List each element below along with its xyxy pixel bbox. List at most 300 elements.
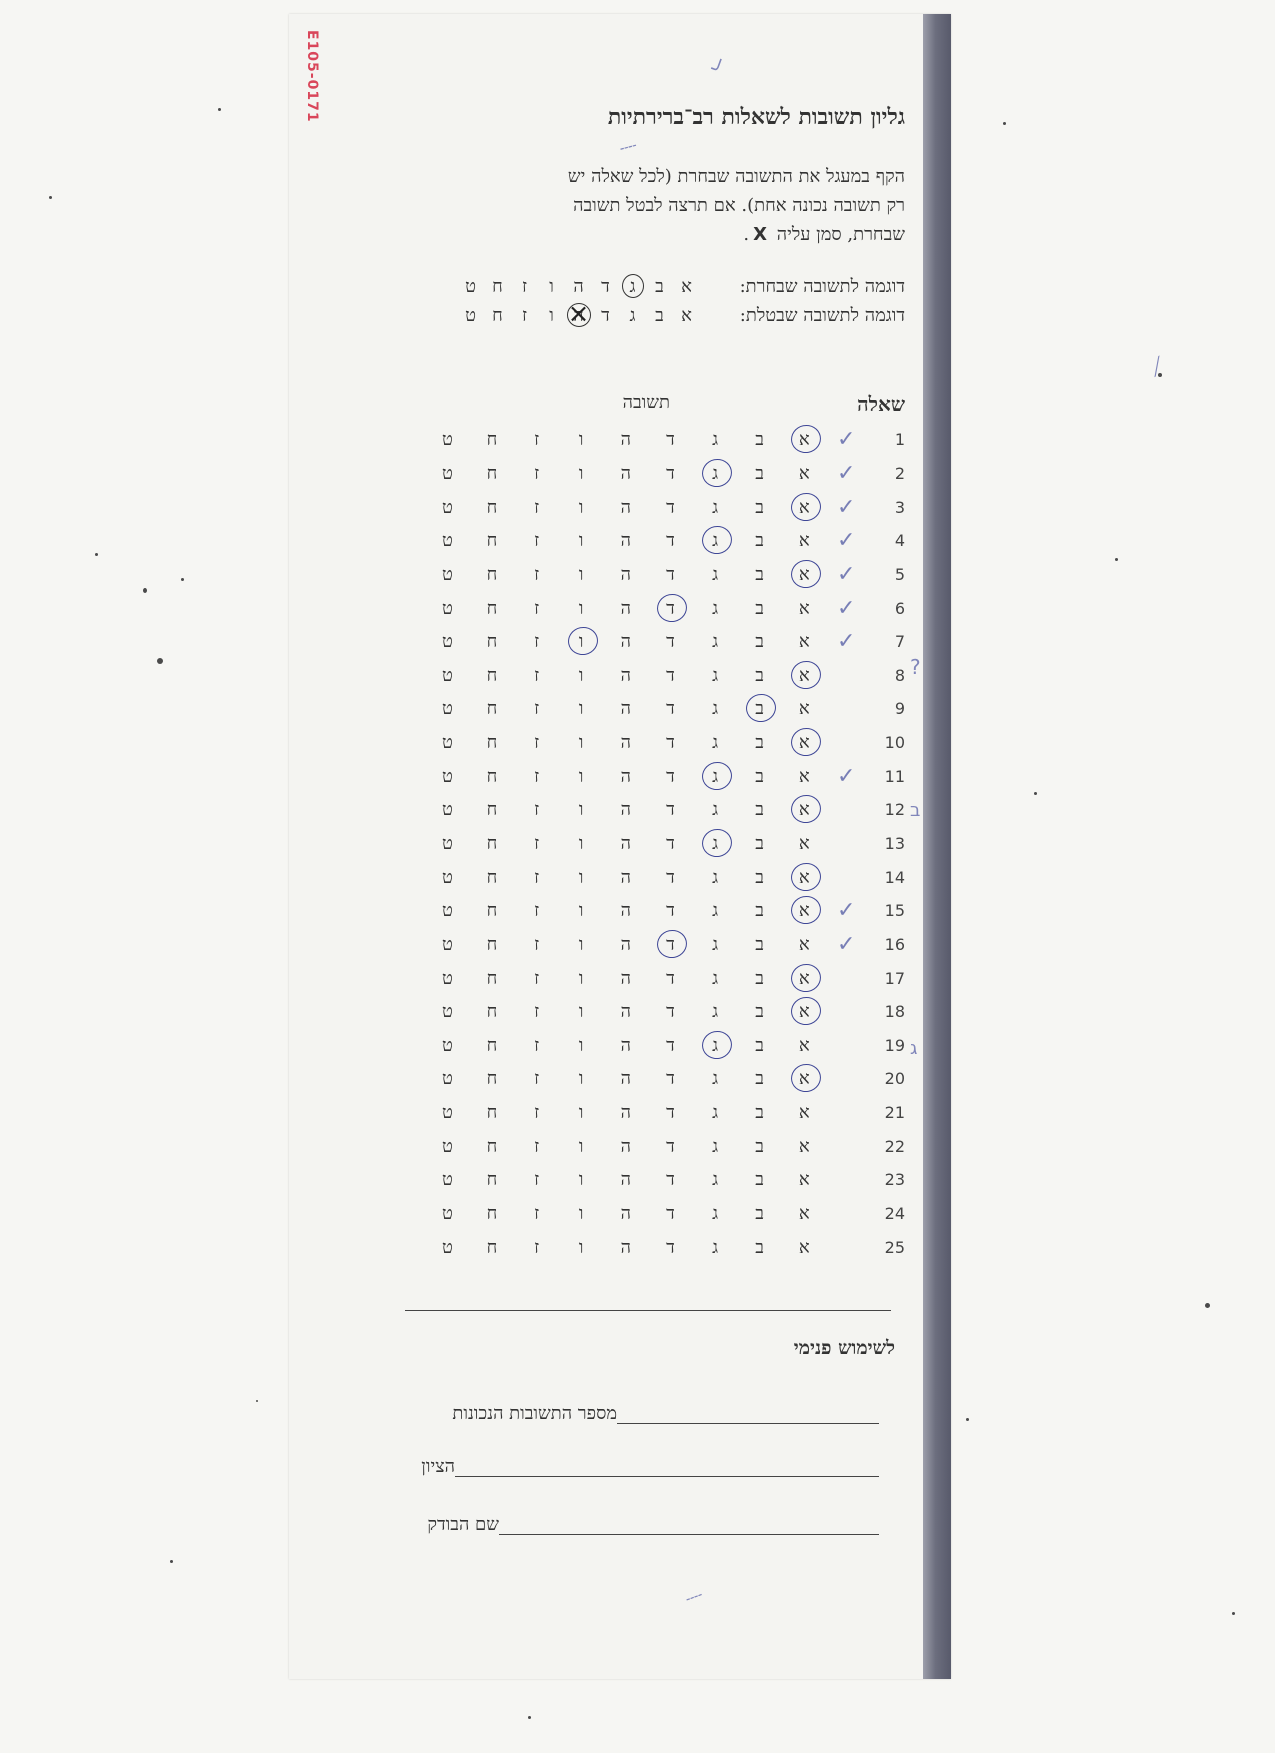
answer-option[interactable]: ה bbox=[620, 833, 631, 854]
answer-option[interactable]: ט bbox=[441, 429, 453, 451]
answer-option[interactable]: ט bbox=[441, 1236, 453, 1258]
grade-label: הציון bbox=[421, 1456, 455, 1477]
answer-option[interactable]: ט bbox=[441, 1169, 453, 1191]
answer-option[interactable]: ד bbox=[666, 563, 675, 585]
answer-option[interactable]: א bbox=[798, 1236, 810, 1258]
answer-option[interactable]: ב bbox=[755, 1203, 764, 1225]
correct-count-input[interactable] bbox=[617, 1422, 879, 1424]
answer-option[interactable]: ה bbox=[620, 1169, 631, 1191]
answer-option[interactable]: ד bbox=[666, 866, 675, 888]
answer-option[interactable]: ד bbox=[666, 1169, 675, 1191]
answer-option[interactable]: ג bbox=[712, 664, 719, 686]
answer-option[interactable]: ט bbox=[441, 933, 453, 955]
question-row bbox=[425, 658, 905, 692]
answer-option[interactable]: ג bbox=[712, 1135, 719, 1157]
question-row bbox=[425, 860, 905, 894]
example-letter: ח bbox=[492, 276, 503, 297]
speck bbox=[966, 1418, 969, 1421]
speck bbox=[256, 1400, 258, 1402]
answer-option[interactable]: ג bbox=[712, 1001, 719, 1023]
pen-mark-icon: ? bbox=[910, 655, 921, 679]
answer-option[interactable]: ה bbox=[620, 866, 631, 888]
answer-option[interactable]: ג bbox=[712, 1102, 719, 1124]
answer-option-selected[interactable]: א bbox=[782, 1068, 827, 1089]
answer-option[interactable]: ו bbox=[578, 462, 584, 484]
answer-option[interactable]: ד bbox=[666, 698, 675, 720]
answer-option[interactable]: ב bbox=[755, 530, 764, 552]
speck bbox=[218, 108, 221, 111]
answer-option[interactable]: ב bbox=[755, 1169, 764, 1191]
question-number: 5 bbox=[894, 564, 905, 584]
answer-option[interactable]: ה bbox=[620, 429, 631, 451]
answer-option[interactable]: ד bbox=[666, 496, 675, 518]
answer-option[interactable]: א bbox=[798, 833, 810, 854]
answer-option[interactable]: ז bbox=[534, 563, 540, 585]
example-letter: ג bbox=[629, 305, 636, 326]
answer-option-selected[interactable]: ד bbox=[648, 598, 693, 619]
answer-option[interactable]: ב bbox=[755, 462, 764, 484]
example-letter: ו bbox=[549, 305, 554, 326]
answer-option[interactable]: ח bbox=[486, 1001, 498, 1023]
pen-mark-icon: ╌╌ bbox=[618, 138, 639, 158]
answer-option[interactable]: ו bbox=[578, 1034, 584, 1056]
answer-option[interactable]: ז bbox=[534, 799, 540, 821]
answer-option[interactable]: ו bbox=[578, 1236, 584, 1258]
check-mark-icon: ✓ bbox=[836, 561, 856, 587]
answer-option[interactable]: ג bbox=[712, 429, 719, 451]
answer-option[interactable]: ז bbox=[534, 866, 540, 888]
answer-option[interactable]: ה bbox=[620, 664, 631, 686]
answer-option-selected[interactable]: א bbox=[782, 799, 827, 820]
answer-option[interactable]: ז bbox=[534, 664, 540, 686]
answer-option[interactable]: ט bbox=[441, 967, 453, 989]
answer-option[interactable]: ז bbox=[534, 496, 540, 518]
question-row bbox=[425, 1129, 905, 1163]
answer-option[interactable]: ח bbox=[486, 900, 498, 922]
answer-option[interactable]: ו bbox=[578, 732, 584, 754]
answer-option[interactable]: ו bbox=[578, 1102, 584, 1124]
answer-option-selected[interactable]: ג bbox=[693, 1035, 738, 1056]
question-row bbox=[425, 726, 905, 760]
answer-option[interactable]: ג bbox=[712, 900, 719, 922]
question-number: 9 bbox=[894, 699, 905, 719]
answer-option[interactable]: ב bbox=[755, 900, 764, 922]
answer-option-selected[interactable]: ג bbox=[693, 530, 738, 551]
question-row bbox=[425, 1197, 905, 1231]
answer-option[interactable]: ב bbox=[755, 1102, 764, 1124]
answer-option[interactable]: ג bbox=[712, 933, 719, 955]
example-letter: ח bbox=[492, 305, 503, 326]
example-cancelled-letter: ה × bbox=[565, 305, 592, 326]
answer-option[interactable]: ב bbox=[755, 631, 764, 653]
grade-input[interactable] bbox=[455, 1475, 879, 1477]
answer-option[interactable]: ה bbox=[620, 462, 631, 484]
example-cancelled bbox=[457, 305, 905, 333]
answer-option-selected[interactable]: א bbox=[782, 900, 827, 921]
answer-option[interactable]: ח bbox=[486, 967, 498, 989]
answer-option[interactable]: ט bbox=[441, 1102, 453, 1124]
answer-option[interactable]: ה bbox=[620, 765, 631, 787]
answer-option[interactable]: ט bbox=[441, 833, 453, 854]
answer-option[interactable]: ו bbox=[578, 833, 584, 854]
speck bbox=[1232, 1612, 1235, 1615]
answer-option[interactable]: ז bbox=[534, 1102, 540, 1124]
pen-mark-icon: ⟋ bbox=[1144, 352, 1171, 383]
answer-option-selected[interactable]: ד bbox=[648, 934, 693, 955]
answer-option-selected[interactable]: א bbox=[782, 665, 827, 686]
answer-option[interactable]: ג bbox=[712, 732, 719, 754]
answer-option[interactable]: ח bbox=[486, 1102, 498, 1124]
answer-option-selected[interactable]: ג bbox=[693, 463, 738, 484]
question-number: 1 bbox=[894, 430, 905, 450]
answer-option[interactable]: ט bbox=[441, 799, 453, 821]
answer-option[interactable]: ג bbox=[712, 799, 719, 821]
answer-option[interactable]: ג bbox=[712, 1203, 719, 1225]
answer-option-selected[interactable]: א bbox=[782, 564, 827, 585]
answer-option[interactable]: ה bbox=[620, 698, 631, 720]
divider bbox=[405, 1310, 891, 1311]
answer-option[interactable]: א bbox=[798, 462, 810, 484]
answer-option[interactable]: ז bbox=[534, 1034, 540, 1056]
answer-option[interactable]: ב bbox=[755, 1236, 764, 1258]
answer-grid bbox=[425, 423, 905, 1264]
answer-option[interactable]: ז bbox=[534, 732, 540, 754]
answer-option[interactable]: ו bbox=[578, 799, 584, 821]
example-selected-label: דוגמה לתשובה שבחרת: bbox=[739, 276, 905, 297]
answer-option[interactable]: ט bbox=[441, 765, 453, 787]
answer-option[interactable]: ט bbox=[441, 496, 453, 518]
answer-option[interactable]: ד bbox=[666, 1203, 675, 1225]
answer-option[interactable]: ו bbox=[578, 429, 584, 451]
answer-option[interactable]: ט bbox=[441, 462, 453, 484]
answer-option[interactable]: ב bbox=[755, 664, 764, 686]
answer-option[interactable]: ה bbox=[620, 496, 631, 518]
answer-option[interactable]: ז bbox=[534, 1135, 540, 1157]
answer-option[interactable]: ח bbox=[486, 799, 498, 821]
answer-option[interactable]: ח bbox=[486, 933, 498, 955]
answer-option[interactable]: ה bbox=[620, 900, 631, 922]
answer-option[interactable]: ט bbox=[441, 1203, 453, 1225]
question-row bbox=[425, 625, 905, 659]
answer-option[interactable]: ו bbox=[578, 765, 584, 787]
answer-option[interactable]: ז bbox=[534, 967, 540, 989]
answer-option[interactable]: א bbox=[798, 530, 810, 552]
answer-option-selected[interactable]: א bbox=[782, 497, 827, 518]
answer-option[interactable]: ח bbox=[486, 1203, 498, 1225]
answer-option-selected[interactable]: ג bbox=[693, 833, 738, 854]
answer-option[interactable]: א bbox=[798, 1203, 810, 1225]
speck bbox=[1205, 1303, 1210, 1308]
answer-option[interactable]: ב bbox=[755, 799, 764, 821]
answer-option[interactable]: ד bbox=[666, 1135, 675, 1157]
answer-option[interactable]: ה bbox=[620, 597, 631, 619]
question-row bbox=[425, 524, 905, 558]
question-row bbox=[425, 423, 905, 457]
answer-option[interactable]: ז bbox=[534, 1001, 540, 1023]
answer-option[interactable]: ג bbox=[712, 967, 719, 989]
answer-option[interactable]: ט bbox=[441, 1034, 453, 1056]
answer-option[interactable]: ב bbox=[755, 563, 764, 585]
answer-option[interactable]: ג bbox=[712, 866, 719, 888]
answer-option[interactable]: ד bbox=[666, 799, 675, 821]
answer-option[interactable]: ו bbox=[578, 866, 584, 888]
answer-option[interactable]: ט bbox=[441, 698, 453, 720]
question-number: 17 bbox=[884, 968, 905, 988]
checker-name-label: שם הבודק bbox=[427, 1514, 499, 1535]
answer-option[interactable]: א bbox=[798, 1102, 810, 1124]
check-mark-icon: ✓ bbox=[836, 460, 856, 486]
question-row bbox=[425, 1096, 905, 1130]
answer-option[interactable]: ד bbox=[666, 765, 675, 787]
check-mark-icon: ✓ bbox=[836, 494, 856, 520]
instructions bbox=[465, 162, 905, 249]
answer-option[interactable]: א bbox=[798, 698, 810, 720]
answer-option[interactable]: ו bbox=[578, 496, 584, 518]
answer-option[interactable]: א bbox=[798, 1169, 810, 1191]
speck bbox=[528, 1716, 531, 1719]
answer-option[interactable]: ח bbox=[486, 664, 498, 686]
answer-option[interactable]: א bbox=[798, 631, 810, 653]
answer-option[interactable]: ו bbox=[578, 698, 584, 720]
answer-option[interactable]: ט bbox=[441, 530, 453, 552]
answer-option[interactable]: ה bbox=[620, 1203, 631, 1225]
answer-option[interactable]: ח bbox=[486, 765, 498, 787]
answer-option[interactable]: ד bbox=[666, 429, 675, 451]
answer-option[interactable]: ה bbox=[620, 1236, 631, 1258]
answer-option[interactable]: ח bbox=[486, 833, 498, 854]
answer-option[interactable]: ו bbox=[578, 1068, 584, 1090]
answer-option[interactable]: ט bbox=[441, 597, 453, 619]
correct-count-label: מספר התשובות הנכונות bbox=[452, 1403, 617, 1424]
answer-option[interactable]: ז bbox=[534, 1203, 540, 1225]
question-row bbox=[425, 928, 905, 962]
question-number: 25 bbox=[884, 1237, 905, 1257]
answer-option[interactable]: ב bbox=[755, 765, 764, 787]
answer-option[interactable]: ה bbox=[620, 799, 631, 821]
answer-option[interactable]: ב bbox=[755, 833, 764, 854]
answer-option[interactable]: ז bbox=[534, 698, 540, 720]
question-row bbox=[425, 558, 905, 592]
form-code: E105-0171 bbox=[304, 30, 320, 123]
answer-option[interactable]: ד bbox=[666, 1001, 675, 1023]
example-letters bbox=[457, 276, 700, 297]
question-row bbox=[425, 692, 905, 726]
answer-option[interactable]: ד bbox=[666, 530, 675, 552]
grade-field bbox=[421, 1447, 895, 1477]
example-letter: ה bbox=[573, 276, 584, 297]
example-letter: ו bbox=[549, 276, 554, 297]
answer-option-selected[interactable]: ו bbox=[559, 631, 604, 652]
answer-option[interactable]: ד bbox=[666, 833, 675, 854]
answer-option[interactable]: ח bbox=[486, 429, 498, 451]
answer-option[interactable]: ג bbox=[712, 563, 719, 585]
answer-option[interactable]: ה bbox=[620, 732, 631, 754]
answer-option[interactable]: א bbox=[798, 1034, 810, 1056]
answer-option[interactable]: ד bbox=[666, 462, 675, 484]
example-cancelled-label: דוגמה לתשובה שבטלת: bbox=[739, 305, 905, 326]
answer-option[interactable]: ה bbox=[620, 563, 631, 585]
answer-option[interactable]: ג bbox=[712, 1236, 719, 1258]
answer-option[interactable]: ז bbox=[534, 833, 540, 854]
answer-option[interactable]: ט bbox=[441, 1068, 453, 1090]
answer-option[interactable]: ח bbox=[486, 698, 498, 720]
answer-option[interactable]: ה bbox=[620, 631, 631, 653]
question-number: 18 bbox=[884, 1002, 905, 1022]
answer-option[interactable]: ד bbox=[666, 732, 675, 754]
answer-option[interactable]: ג bbox=[712, 597, 719, 619]
check-mark-icon: ✓ bbox=[836, 931, 856, 957]
page-title: גליון תשובות לשאלות רב־ברירתיות bbox=[607, 104, 905, 130]
answer-option[interactable]: ז bbox=[534, 1169, 540, 1191]
answer-option[interactable]: ה bbox=[620, 530, 631, 552]
answer-option-selected[interactable]: א bbox=[782, 867, 827, 888]
answer-option[interactable]: ח bbox=[486, 1034, 498, 1056]
answer-option[interactable]: ח bbox=[486, 1135, 498, 1157]
answer-option[interactable]: ו bbox=[578, 597, 584, 619]
answer-option-selected[interactable]: א bbox=[782, 429, 827, 450]
answer-option[interactable]: ד bbox=[666, 1236, 675, 1258]
answer-option[interactable]: ג bbox=[712, 496, 719, 518]
answer-option[interactable]: ה bbox=[620, 1068, 631, 1090]
answer-option[interactable]: ח bbox=[486, 1236, 498, 1258]
check-mark-icon: ✓ bbox=[836, 595, 856, 621]
answer-option[interactable]: ח bbox=[486, 597, 498, 619]
answer-option[interactable]: ב bbox=[755, 1034, 764, 1056]
question-row bbox=[425, 490, 905, 524]
answer-option[interactable]: ו bbox=[578, 1001, 584, 1023]
answer-option[interactable]: ח bbox=[486, 1068, 498, 1090]
answer-option[interactable]: ו bbox=[578, 933, 584, 955]
instruction-line: הקף במעגל את התשובה שבחרת (לכל שאלה יש bbox=[567, 166, 905, 187]
answer-option[interactable]: ב bbox=[755, 496, 764, 518]
answer-option[interactable]: ו bbox=[578, 664, 584, 686]
answer-option[interactable]: ה bbox=[620, 1102, 631, 1124]
example-selected bbox=[457, 276, 905, 304]
answer-option[interactable]: ה bbox=[620, 967, 631, 989]
answer-option[interactable]: א bbox=[798, 1135, 810, 1157]
answer-option-selected[interactable]: א bbox=[782, 968, 827, 989]
answer-option[interactable]: ו bbox=[578, 1135, 584, 1157]
answer-option[interactable]: ב bbox=[755, 933, 764, 955]
answer-option[interactable]: ח bbox=[486, 866, 498, 888]
answer-option[interactable]: ו bbox=[578, 1203, 584, 1225]
answer-option[interactable]: ז bbox=[534, 462, 540, 484]
answer-option[interactable]: א bbox=[798, 765, 810, 787]
answer-option[interactable]: ב bbox=[755, 429, 764, 451]
answer-option[interactable]: ח bbox=[486, 563, 498, 585]
answer-option[interactable]: ו bbox=[578, 530, 584, 552]
answer-option[interactable]: ב bbox=[755, 866, 764, 888]
answer-option[interactable]: ג bbox=[712, 1068, 719, 1090]
answer-option[interactable]: ג bbox=[712, 631, 719, 653]
answer-option[interactable]: ב bbox=[755, 967, 764, 989]
answer-option[interactable]: ח bbox=[486, 530, 498, 552]
answer-option[interactable]: ב bbox=[755, 1001, 764, 1023]
question-number: 4 bbox=[894, 531, 905, 551]
answer-option[interactable]: ז bbox=[534, 597, 540, 619]
answer-option[interactable]: א bbox=[798, 597, 810, 619]
speck bbox=[1115, 558, 1118, 561]
answer-option-selected[interactable]: א bbox=[782, 732, 827, 753]
answer-option[interactable]: ד bbox=[666, 1034, 675, 1056]
answer-option-selected[interactable]: ב bbox=[737, 698, 782, 719]
answer-option[interactable]: ז bbox=[534, 429, 540, 451]
answer-option[interactable]: ח bbox=[486, 732, 498, 754]
answer-option[interactable]: ח bbox=[486, 1169, 498, 1191]
answer-header: תשובה bbox=[622, 392, 670, 413]
answer-option[interactable]: ו bbox=[578, 900, 584, 922]
answer-option[interactable]: ג bbox=[712, 1169, 719, 1191]
pen-mark-icon: ╯ bbox=[707, 56, 727, 84]
question-number: 14 bbox=[884, 867, 905, 887]
answer-option[interactable]: ב bbox=[755, 1068, 764, 1090]
answer-option[interactable]: ח bbox=[486, 631, 498, 653]
answer-option[interactable]: ה bbox=[620, 1135, 631, 1157]
answer-option[interactable]: ד bbox=[666, 631, 675, 653]
answer-option[interactable]: ה bbox=[620, 1034, 631, 1056]
question-row bbox=[425, 1163, 905, 1197]
answer-option[interactable]: ד bbox=[666, 900, 675, 922]
answer-option[interactable]: ז bbox=[534, 530, 540, 552]
answer-option[interactable]: ו bbox=[578, 563, 584, 585]
answer-option[interactable]: ט bbox=[441, 631, 453, 653]
answer-option-selected[interactable]: ג bbox=[693, 766, 738, 787]
answer-option[interactable]: ז bbox=[534, 765, 540, 787]
answer-option[interactable]: ד bbox=[666, 1068, 675, 1090]
answer-option[interactable]: ה bbox=[620, 1001, 631, 1023]
question-number: 19 bbox=[884, 1035, 905, 1055]
checker-name-input[interactable] bbox=[499, 1533, 879, 1535]
answer-option[interactable]: ט bbox=[441, 900, 453, 922]
example-letter: ד bbox=[601, 305, 610, 326]
answer-option[interactable]: ב bbox=[755, 1135, 764, 1157]
answer-option[interactable]: ד bbox=[666, 967, 675, 989]
answer-option[interactable]: ח bbox=[486, 496, 498, 518]
answer-option[interactable]: ז bbox=[534, 933, 540, 955]
question-row bbox=[425, 1029, 905, 1063]
answer-option-selected[interactable]: א bbox=[782, 1001, 827, 1022]
check-mark-icon: ✓ bbox=[836, 763, 856, 789]
answer-option[interactable]: ז bbox=[534, 631, 540, 653]
answer-option[interactable]: ט bbox=[441, 866, 453, 888]
answer-option[interactable]: ט bbox=[441, 563, 453, 585]
answer-option[interactable]: ז bbox=[534, 1068, 540, 1090]
answer-option[interactable]: ה bbox=[620, 933, 631, 955]
answer-option[interactable]: ט bbox=[441, 1001, 453, 1023]
question-number: 20 bbox=[884, 1069, 905, 1089]
answer-option[interactable]: ז bbox=[534, 900, 540, 922]
answer-option[interactable]: ט bbox=[441, 664, 453, 686]
answer-option[interactable]: ו bbox=[578, 1169, 584, 1191]
answer-option[interactable]: ט bbox=[441, 1135, 453, 1157]
speck bbox=[181, 578, 184, 581]
answer-option[interactable]: ו bbox=[578, 967, 584, 989]
example-letter: ב bbox=[655, 276, 664, 297]
question-number: 13 bbox=[884, 834, 905, 853]
answer-option[interactable]: ב bbox=[755, 732, 764, 754]
instruction-line: רק תשובה נכונה אחת). אם תרצה לבטל תשובה bbox=[573, 195, 905, 216]
answer-option[interactable]: ח bbox=[486, 462, 498, 484]
answer-option[interactable]: א bbox=[798, 933, 810, 955]
answer-option[interactable]: ד bbox=[666, 664, 675, 686]
answer-option[interactable]: ד bbox=[666, 1102, 675, 1124]
question-number: 2 bbox=[894, 463, 905, 483]
answer-option[interactable]: ז bbox=[534, 1236, 540, 1258]
answer-option[interactable]: ט bbox=[441, 732, 453, 754]
answer-option[interactable]: ג bbox=[712, 698, 719, 720]
question-row bbox=[425, 793, 905, 827]
answer-option[interactable]: ב bbox=[755, 597, 764, 619]
